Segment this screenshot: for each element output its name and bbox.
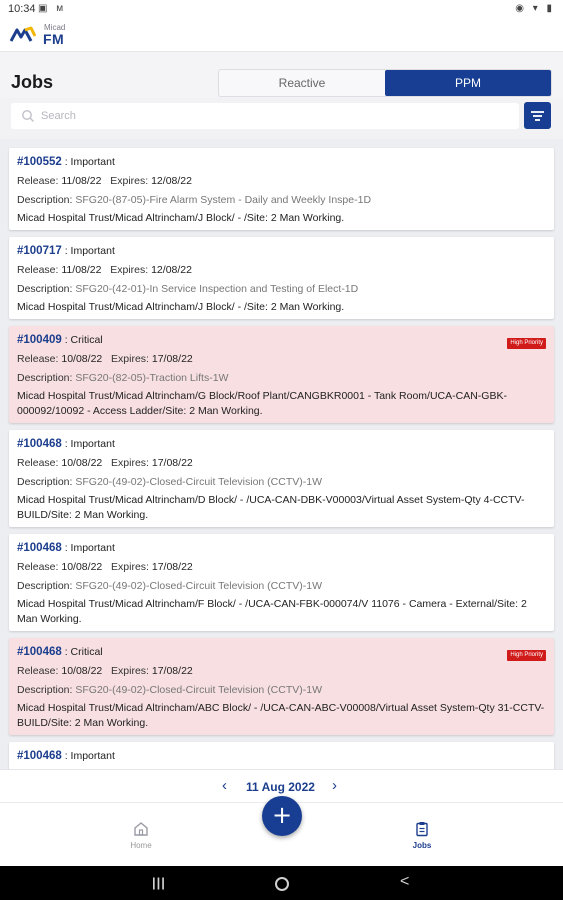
release-label: Release: (17, 457, 59, 469)
search-bar (11, 103, 519, 129)
release-date: 10/08/22 (61, 353, 103, 365)
add-job-button[interactable]: + (262, 796, 302, 836)
job-card-critical[interactable] (9, 638, 554, 735)
system-navigation-bar (0, 866, 563, 900)
job-priority: : Important (61, 438, 115, 450)
job-location: Micad Hospital Trust/Micad Altrincham/G Block/Roof Plant/CANGBKR0001 - Tank Room/UCA-CAN-GBK-000092/10092 - Access Ladder/Site: 2 Man Working. (17, 390, 507, 417)
expires-label: Expires: (111, 665, 149, 677)
search-input[interactable] (39, 106, 509, 126)
expires-date: 17/08/22 (151, 561, 193, 573)
job-priority: : Critical (61, 646, 103, 658)
expires-label: Expires: (111, 353, 149, 365)
release-label: Release: (17, 561, 59, 573)
job-description: SFG20-(49-02)-Closed-Circuit Television (CCTV)-1W (75, 476, 322, 488)
expires-label: Expires: (111, 457, 149, 469)
home-circle-icon[interactable] (275, 877, 289, 891)
release-date: 11/08/22 (61, 264, 102, 276)
description-label: Description: (17, 476, 73, 488)
micad-logo-icon (10, 24, 36, 44)
expires-date: 17/08/22 (151, 353, 193, 365)
nav-jobs-label: Jobs (412, 841, 432, 850)
description-label: Description: (17, 283, 73, 295)
job-priority: : Important (61, 750, 115, 762)
job-id[interactable]: #100409 (17, 334, 62, 346)
release-label: Release: (17, 264, 59, 276)
release-date: 10/08/22 (61, 665, 103, 677)
tab-reactive[interactable]: Reactive (278, 76, 326, 90)
current-date: 11 Aug 2022 (246, 780, 315, 794)
job-card[interactable] (9, 148, 554, 230)
job-card-critical[interactable] (9, 326, 554, 423)
filter-icon (524, 102, 551, 129)
job-priority: : Important (61, 156, 115, 168)
release-date: 10/08/22 (61, 561, 103, 573)
expires-label: Expires: (111, 561, 149, 573)
notification-icons: ▣ ᴍ (38, 3, 67, 14)
job-location: Micad Hospital Trust/Micad Altrincham/J Block/ - /Site: 2 Man Working. (17, 212, 345, 224)
job-card[interactable] (9, 237, 554, 319)
job-description: SFG20-(49-02)-Closed-Circuit Television (CCTV)-1W (75, 580, 322, 592)
job-id[interactable]: #100468 (17, 542, 62, 554)
description-label: Description: (17, 580, 73, 592)
release-label: Release: (17, 175, 59, 187)
job-description: SFG20-(87-05)-Fire Alarm System - Daily and Weekly Inspe-1D (75, 194, 372, 206)
description-label: Description: (17, 372, 73, 384)
job-id[interactable]: #100468 (17, 438, 62, 450)
job-description: SFG20-(42-01)-In Service Inspection and Testing of Elect-1D (75, 283, 359, 295)
job-type-toggle (218, 69, 552, 97)
expires-label: Expires: (110, 264, 149, 276)
expires-date: 12/08/22 (151, 175, 192, 187)
nav-home-label: Home (130, 841, 152, 850)
back-icon[interactable]: < (400, 873, 410, 890)
brand-name-main: FM (43, 31, 65, 47)
release-date: 10/08/22 (61, 457, 103, 469)
job-card[interactable] (9, 534, 554, 631)
job-id[interactable]: #100552 (17, 156, 62, 168)
high-priority-badge: High Priority (507, 338, 546, 349)
search-icon (21, 109, 35, 123)
release-date: 11/08/22 (61, 175, 102, 187)
expires-date: 12/08/22 (151, 264, 192, 276)
job-location: Micad Hospital Trust/Micad Altrincham/F Block/ - /UCA-CAN-FBK-000074/V 11076 - Camera - External/Site: 2 Man Working. (17, 598, 527, 625)
expires-date: 17/08/22 (151, 457, 193, 469)
next-day-button[interactable]: › (332, 777, 337, 794)
job-description: SFG20-(49-02)-Closed-Circuit Television (CCTV)-1W (75, 684, 322, 696)
job-id[interactable]: #100468 (17, 750, 62, 762)
job-description: SFG20-(82-05)-Traction Lifts-1W (75, 372, 229, 384)
status-time: 10:34 (8, 3, 36, 15)
job-list (0, 139, 563, 769)
recents-icon[interactable]: ||| (152, 875, 166, 890)
high-priority-badge: High Priority (507, 650, 546, 661)
status-bar (0, 0, 563, 18)
release-label: Release: (17, 353, 59, 365)
job-card[interactable] (9, 430, 554, 527)
expires-date: 17/08/22 (151, 665, 193, 677)
job-location: Micad Hospital Trust/Micad Altrincham/J Block/ - /Site: 2 Man Working. (17, 301, 345, 313)
previous-day-button[interactable]: ‹ (222, 777, 227, 794)
job-id[interactable]: #100468 (17, 646, 62, 658)
home-icon (133, 821, 149, 837)
job-priority: : Critical (61, 334, 103, 346)
filter-button[interactable] (524, 102, 551, 129)
brand-name-small: Micad (44, 23, 66, 32)
app-bar (0, 18, 563, 52)
job-id[interactable]: #100717 (17, 245, 62, 257)
job-location: Micad Hospital Trust/Micad Altrincham/ABC Block/ - /UCA-CAN-ABC-V00008/Virtual Asset System-Qty 31-CCTV-BUILD/Site: 2 Man Working. (17, 702, 545, 729)
description-label: Description: (17, 684, 73, 696)
expires-label: Expires: (110, 175, 149, 187)
release-label: Release: (17, 665, 59, 677)
job-location: Micad Hospital Trust/Micad Altrincham/D Block/ - /UCA-CAN-DBK-V00003/Virtual Asset System-Qty 4-CCTV-BUILD/Site: 2 Man Working. (17, 494, 525, 521)
tab-ppm[interactable]: PPM (385, 70, 551, 96)
job-priority: : Important (61, 542, 115, 554)
job-card[interactable] (9, 742, 554, 769)
nav-jobs[interactable] (392, 821, 452, 850)
job-priority: : Important (61, 245, 115, 257)
nav-home[interactable] (111, 821, 171, 850)
page-title: Jobs (11, 72, 54, 92)
description-label: Description: (17, 194, 73, 206)
system-status-icons: ◉ ▾ ▮ (515, 3, 555, 14)
clipboard-icon (414, 821, 430, 837)
